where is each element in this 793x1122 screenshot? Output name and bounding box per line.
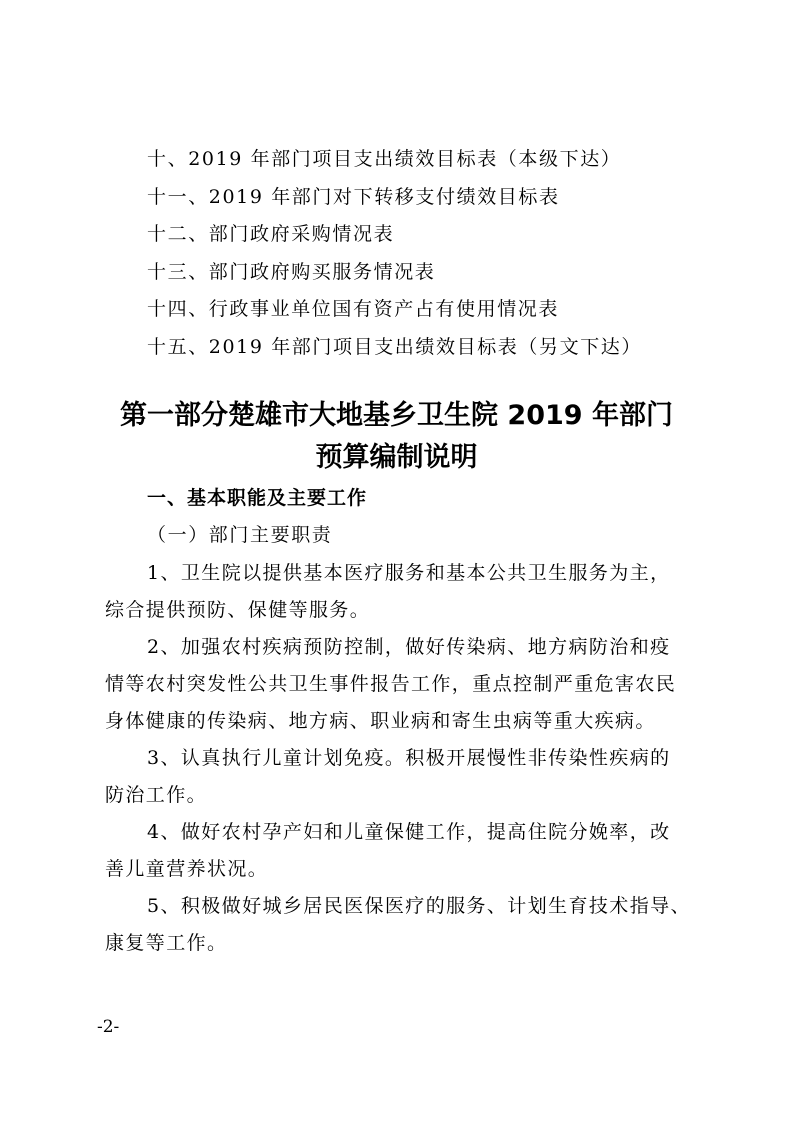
section-heading: 一、基本职能及主要工作: [147, 487, 368, 509]
toc-item: 十二、部门政府采购情况表: [147, 223, 395, 245]
paragraph-line: 身体健康的传染病、地方病、职业病和寄生虫病等重大疾病。: [105, 710, 656, 732]
toc-item: 十五、2019 年部门项目支出绩效目标表（另文下达）: [147, 336, 642, 358]
paragraph-line: 善儿童营养状况。: [105, 858, 269, 880]
part-title-line-1: 第一部分楚雄市大地基乡卫生院 2019 年部门: [120, 400, 673, 431]
paragraph-line: 综合提供预防、保健等服务。: [105, 599, 371, 621]
sub-heading: （一）部门主要职责: [147, 524, 333, 546]
paragraph-line: 3、认真执行儿童计划免疫。积极开展慢性非传染性疾病的: [147, 747, 671, 769]
page-number: -2-: [97, 1017, 120, 1037]
toc-item: 十一、2019 年部门对下转移支付绩效目标表: [147, 186, 560, 208]
toc-item: 十、2019 年部门项目支出绩效目标表（本级下达）: [147, 148, 622, 170]
paragraph-line: 1、卫生院以提供基本医疗服务和基本公共卫生服务为主，: [147, 562, 671, 584]
paragraph-line: 5、积极做好城乡居民医保医疗的服务、计划生育技术指导、: [147, 895, 691, 917]
paragraph-line: 2、加强农村疾病预防控制，做好传染病、地方病防治和疫: [147, 636, 671, 658]
paragraph-line: 康复等工作。: [105, 932, 228, 954]
paragraph-line: 防治工作。: [105, 784, 208, 806]
paragraph-line: 情等农村突发性公共卫生事件报告工作，重点控制严重危害农民: [105, 673, 677, 695]
paragraph-line: 4、做好农村孕产妇和儿童保健工作，提高住院分娩率，改: [147, 821, 671, 843]
toc-item: 十三、部门政府购买服务情况表: [147, 261, 436, 283]
toc-item: 十四、行政事业单位国有资产占有使用情况表: [147, 298, 560, 320]
part-title-line-2: 预算编制说明: [315, 442, 478, 473]
